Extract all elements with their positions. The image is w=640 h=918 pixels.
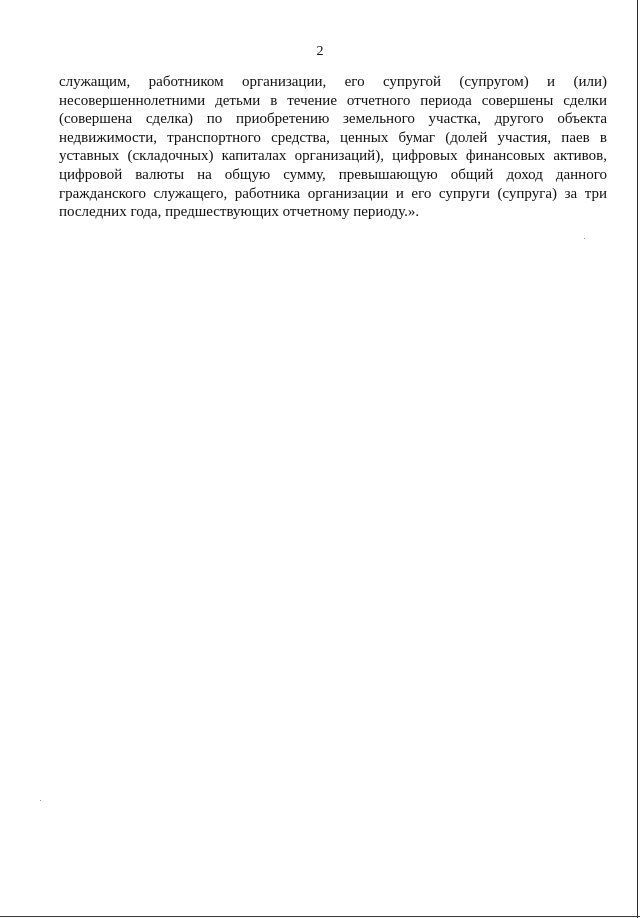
page-number: 2 bbox=[316, 44, 324, 59]
body-paragraph bbox=[59, 73, 607, 222]
paragraph-line: несовершеннолетними детьми в течение отчетного периода совершены сделки bbox=[59, 92, 607, 109]
scan-speck bbox=[40, 800, 41, 801]
paragraph-line: служащим, работником организации, его супругой (супругом) и (или) bbox=[59, 74, 607, 90]
scan-speck bbox=[584, 238, 585, 239]
scan-edge-bottom bbox=[0, 916, 640, 917]
scan-edge-right bbox=[637, 0, 638, 918]
paragraph-line: последних года, предшествующих отчетному периоду.». bbox=[59, 204, 420, 221]
paragraph-line: недвижимости, транспортного средства, ценных бумаг (долей участия, паев в bbox=[59, 129, 607, 146]
paragraph-line: цифровой валюты на общую сумму, превышающую общий доход данного bbox=[59, 166, 607, 183]
paragraph-line: уставных (складочных) капиталах организаций), цифровых финансовых активов, bbox=[59, 148, 607, 165]
paragraph-line: гражданского служащего, работника организации и его супруги (супруга) за три bbox=[59, 185, 607, 202]
paragraph-line: (совершена сделка) по приобретению земельного участка, другого объекта bbox=[59, 111, 607, 128]
